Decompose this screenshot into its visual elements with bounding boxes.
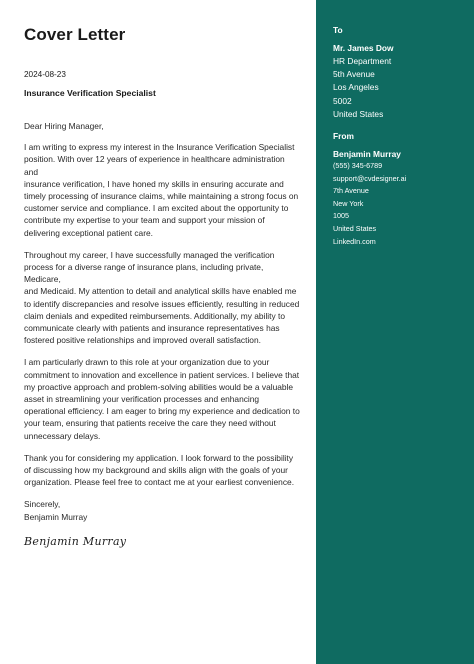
job-title: Insurance Verification Specialist xyxy=(24,88,156,98)
sender-street: 7th Avenue xyxy=(333,186,369,196)
sender-country: United States xyxy=(333,223,377,233)
handwritten-signature: Benjamin Murray xyxy=(24,535,127,548)
body-paragraph-3: I am particularly drawn to this role at your organization due to your commitment to innovation and excellence in patient services. I believe that my proactive approach and problem-solving abilities would be a valuable asset in streamlining your verification processes and enhancing operational efficiency. I am eager to bring my experience and dedication to your team, ensuring that patients receive the care they need without unnecessary delays. xyxy=(24,357,300,441)
sender-email: support@cvdesigner.ai xyxy=(333,173,407,183)
sender-name: Benjamin Murray xyxy=(333,149,401,159)
recipient-name: Mr. James Dow xyxy=(333,43,394,53)
sender-phone: (555) 345-6789 xyxy=(333,161,383,170)
body-paragraph-2: Throughout my career, I have successfully managed the verification process for a diverse range of insurance plans, including private, Medicare, and Medicaid. My attention to detail and analytical skills have enabled me to identify discrepancies and resolve issues efficiently, resulting in reduced claim denials and expedited reimbursements. Additionally, my ability to communicate clearly with patients and insurance representatives has fostered positive relationships and improved overall satisfaction. xyxy=(24,249,300,346)
sender-contact xyxy=(333,160,406,248)
sender-city: New York xyxy=(333,198,364,208)
recipient-line: United States xyxy=(333,108,384,119)
recipient-line: Los Angeles xyxy=(333,82,379,93)
letter-body xyxy=(24,120,300,523)
recipient-line: HR Department xyxy=(333,56,392,66)
contact-sidebar xyxy=(316,0,474,664)
recipient-address xyxy=(333,55,391,121)
greeting: Dear Hiring Manager, xyxy=(24,121,104,131)
sender-linkedin: LinkedIn.com xyxy=(333,236,376,246)
from-heading: From xyxy=(333,131,354,141)
closing-line: Sincerely, xyxy=(24,499,61,510)
body-paragraph-4: Thank you for considering my application. I look forward to the possibility of discussing how my background and skills align with the goals of your organization. Please feel free to contact me at your earliest convenience. xyxy=(24,452,295,488)
sender-postcode: 1005 xyxy=(333,211,349,221)
letter-date: 2024-08-23 xyxy=(24,70,66,79)
to-heading: To xyxy=(333,25,343,35)
recipient-line: 5th Avenue xyxy=(333,69,375,80)
recipient-line: 5002 xyxy=(333,95,352,106)
document-title: Cover Letter xyxy=(24,25,126,44)
body-paragraph-1: I am writing to express my interest in the Insurance Verification Specialist position. With over 12 years of experience in healthcare administration and insurance verification, I have honed my skills in ensuring accurate and timely processing of insurance claims, while maintaining a strong focus on customer service and compliance. I am excited about the opportunity to contribute my expertise to your team and support your mission of delivering exceptional patient care. xyxy=(24,142,299,238)
sender-name-closing: Benjamin Murray xyxy=(24,511,88,522)
